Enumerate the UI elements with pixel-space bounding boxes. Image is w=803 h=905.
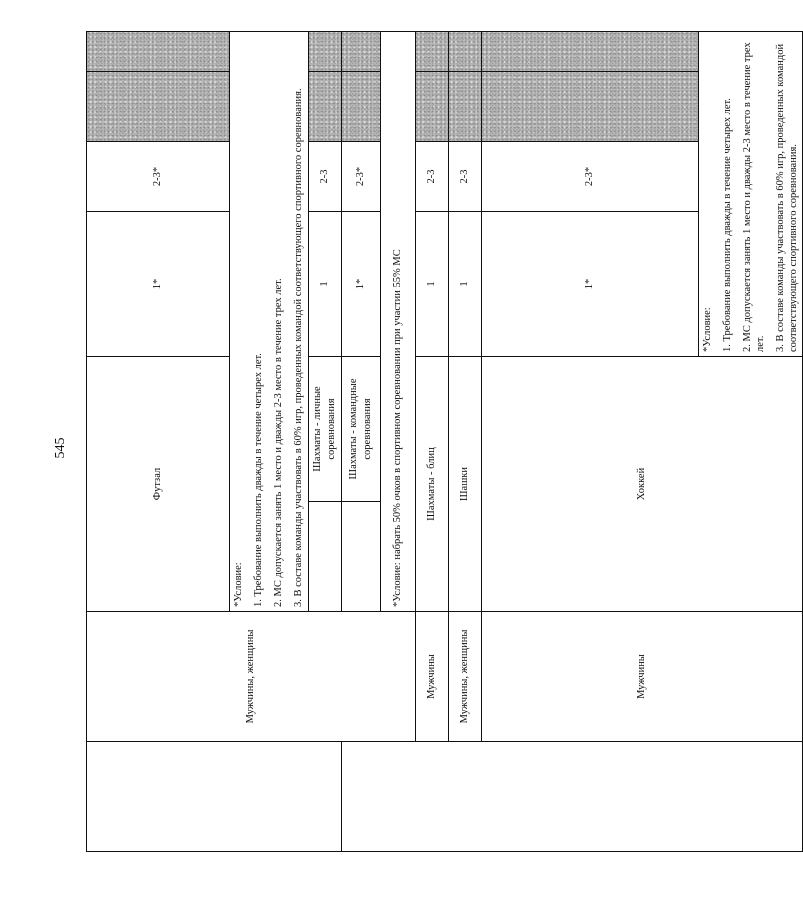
condition-item: 2. МС допускается занять 1 место и дважды 2-3 место в течение трех лет. (741, 42, 766, 352)
sports-ranking-table (86, 31, 803, 852)
condition-item: 3. В составе команды участвовать в 60% игр, проведенных командой соответствующего спортивного соревнования. (775, 43, 800, 352)
table-row-hockey (481, 32, 698, 852)
value-cell: 1* (481, 212, 698, 357)
value-cell: 1 (308, 212, 341, 357)
value-cell: 2-3* (87, 142, 230, 212)
shaded-cell (341, 32, 380, 72)
condition-cell (230, 32, 309, 612)
sport-cell: Шахматы - командные соревнования (341, 357, 380, 502)
sport-cell: Шашки (448, 357, 481, 612)
page-number: 545 (53, 437, 68, 459)
condition-cell (698, 32, 803, 357)
shaded-cell (341, 72, 380, 142)
rotated-table-container (86, 32, 800, 852)
table-row-futsal (87, 32, 230, 852)
value-cell: 1* (87, 212, 230, 357)
shaded-cell (415, 72, 448, 142)
blank-cell (341, 742, 803, 852)
sport-cell: Шахматы - блиц (415, 357, 448, 612)
value-cell: 1 (415, 212, 448, 357)
shaded-cell (87, 32, 230, 72)
value-cell: 2-3 (415, 142, 448, 212)
shaded-cell (448, 32, 481, 72)
shaded-cell (415, 32, 448, 72)
shaded-cell (308, 72, 341, 142)
gender-cell: Мужчины, женщины (87, 612, 416, 742)
sport-cell: Хоккей (481, 357, 803, 612)
shaded-cell (481, 72, 698, 142)
gender-cell: Мужчины, женщины (448, 612, 481, 742)
table-row-blitz (415, 32, 448, 852)
value-cell: 2-3* (481, 142, 698, 212)
value-cell: 1* (341, 212, 380, 357)
shaded-cell (87, 72, 230, 142)
condition-title: *Условие: (701, 307, 713, 352)
condition-item: 3. В составе команды участвовать в 60% игр, проведенных командой соответствующего спортивного соревнования. (293, 88, 305, 607)
value-cell: 2-3* (341, 142, 380, 212)
condition-cell: *Условие: набрать 50% очков в спортивном соревновании при участии 55% МС (380, 32, 415, 612)
value-cell: 1 (448, 212, 481, 357)
value-cell: 2-3 (308, 142, 341, 212)
table-row-checkers (448, 32, 481, 852)
value-cell: 2-3 (448, 142, 481, 212)
blank-cell (341, 502, 380, 612)
condition-item: 1. Требование выполнить дважды в течение четырех лет. (253, 353, 265, 607)
condition-title: *Условие: (233, 562, 244, 607)
shaded-cell (481, 32, 698, 72)
blank-cell (87, 742, 342, 852)
condition-item: 1. Требование выполнить дважды в течение четырех лет. (721, 98, 733, 352)
sport-cell: Шахматы - личные соревнования (308, 357, 341, 502)
condition-item: 2. МС допускается занять 1 место и дважды 2-3 место в течение трех лет. (273, 278, 285, 607)
gender-cell: Мужчины (415, 612, 448, 742)
shaded-cell (308, 32, 341, 72)
blank-cell (308, 502, 341, 612)
sport-cell: Футзал (87, 357, 230, 612)
shaded-cell (448, 72, 481, 142)
gender-cell: Мужчины (481, 612, 803, 742)
